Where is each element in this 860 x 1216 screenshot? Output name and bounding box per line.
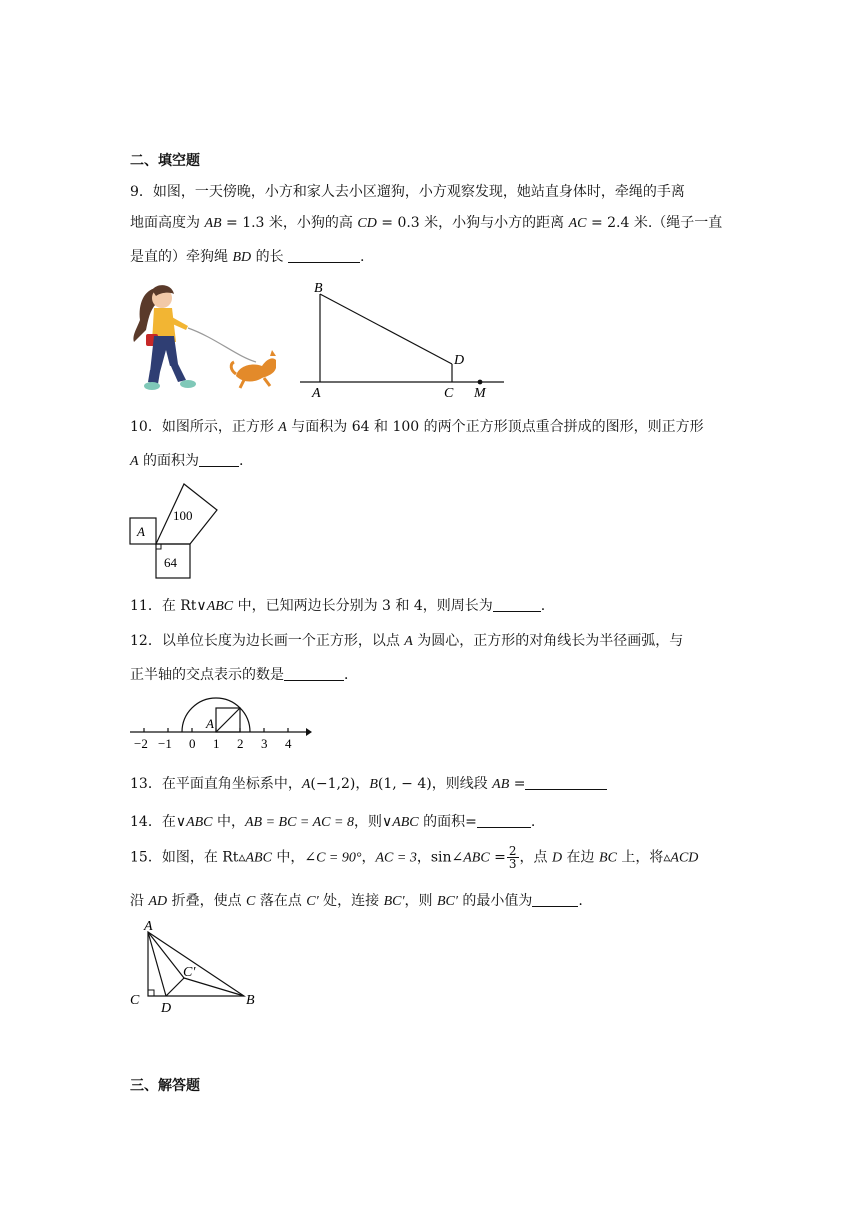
q13-line: 13．在平面直角坐标系中，A(−1,2)，B(1, − 4)，则线段 AB = [130,773,607,793]
point-label-a: A [144,919,153,934]
point-label-a: A [206,716,214,731]
q12-line2: 正半轴的交点表示的数是 ． [130,667,358,683]
point-label-b: B [246,993,255,1008]
tick-label: −2 [134,736,148,751]
point-label-c: C [444,386,454,401]
q15-line2: 沿 AD 折叠，使点 C 落在点 C′ 处，连接 BC′，则 BC′ 的最小值为 . [130,893,583,909]
label-area-100: 100 [173,508,193,523]
tick-label: 1 [213,736,220,751]
q10-line1: 10．如图所示，正方形 A 与面积为 64 和 100 的两个正方形顶点重合拼成的图形，则正方形 [130,419,704,435]
q14-line: 14．在∨ABC 中，AB = BC = AC = 8，则∨ABC 的面积= . [130,814,536,830]
point-label-c-prime: C′ [183,965,196,980]
point-label-d: D [454,353,465,368]
point-label-m: M [474,386,486,401]
q10-line2: A 的面积为 . [130,453,244,469]
q9-line2: 地面高度为 AB = 1.3 米，小狗的高 CD = 0.3 米，小狗与小方的距离 AC = 2.4 米.（绳子一直 [130,215,723,231]
q9-line3: 是直的）牵狗绳 BD 的长 . [130,249,365,265]
figure-q15-fold [128,919,268,1018]
section-title-fill-in: 二、填空题 [130,153,200,169]
q15-line1: 15．如图，在 Rt▵ABC 中，∠C = 90°，AC = 3，sin∠ABC = $\frac{2}{3}$ ，点 D 在边 BC 上，将▵ACD [130,844,699,871]
tick-label: 2 [237,736,244,751]
tick-label: 4 [285,736,292,751]
answer-blank[interactable] [525,775,607,790]
answer-blank[interactable] [199,452,239,467]
figure-q10-squares [128,480,228,584]
point-label-c: C [130,993,140,1008]
answer-blank[interactable] [284,666,344,681]
figure-q12-number-line [128,692,312,752]
fraction-two-thirds: $\frac{2}{3}$ [508,844,517,871]
section-title-solution: 三、解答题 [130,1078,200,1094]
answer-blank[interactable] [532,892,578,907]
point-label-d: D [161,1001,172,1016]
girl-walking-dog-illustration [126,280,286,395]
point-label-a: A [312,386,321,401]
answer-blank[interactable] [493,597,541,612]
figure-q9-triangle [298,280,508,400]
tick-label: 0 [189,736,196,751]
point-label-b: B [314,281,323,296]
tick-label: −1 [158,736,172,751]
answer-blank[interactable] [477,813,531,828]
q12-line1: 12．以单位长度为边长画一个正方形，以点 A 为圆心，正方形的对角线长为半径画弧，与 [130,633,684,649]
q9-line1: 9．如图，一天傍晚，小方和家人去小区遛狗，小方观察发现，她站直身体时，牵绳的手离 [130,184,685,200]
tick-label: 3 [261,736,268,751]
label-area-64: 64 [164,555,177,570]
q11-line: 11．在 Rt∨ABC 中，已知两边长分别为 3 和 4，则周长为 . [130,598,546,614]
label-square-a: A [137,524,145,539]
answer-blank[interactable] [288,248,360,263]
